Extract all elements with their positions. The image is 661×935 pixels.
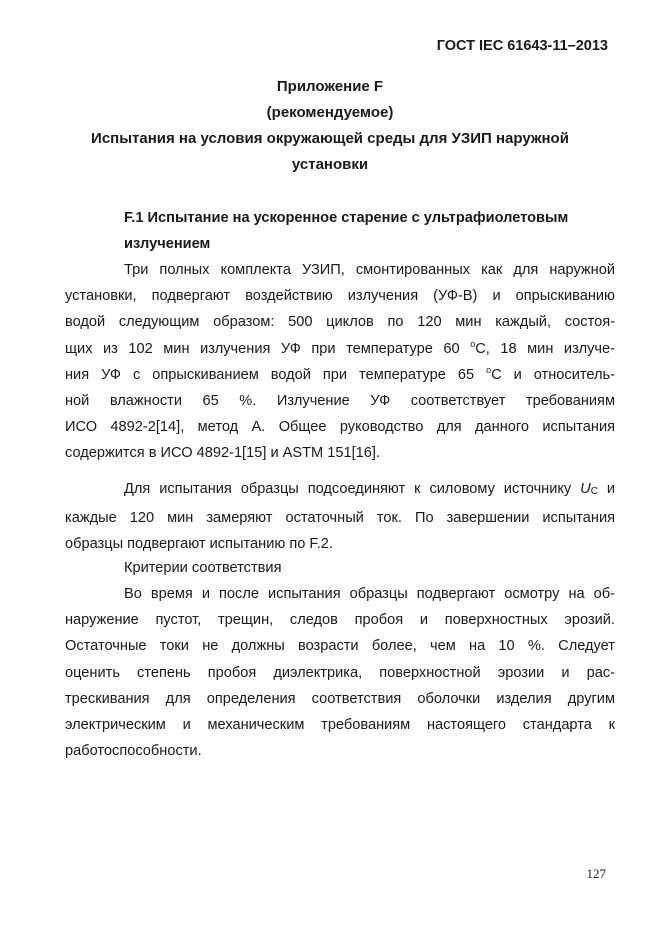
paragraph-3-line: Остаточные токи не должны возрасти более, чем на 10 %. Следует	[65, 638, 615, 655]
annex-status: (рекомендуемое)	[266, 104, 394, 121]
paragraph-1-line: ной влажности 65 %. Излучение УФ соответствует требованиям	[65, 393, 615, 410]
criteria-heading	[95, 555, 615, 581]
paragraph-1-line: водой следующим образом: 500 циклов по 120 мин каждый, состоя-	[65, 314, 615, 331]
voltage-subscript: C	[590, 486, 598, 497]
section-title-line-2: излучением	[124, 236, 211, 253]
annex-title: Приложение F	[276, 78, 384, 95]
paragraph-3-line: оценить степень пробоя диэлектрика, поверхностной эрозии и рас-	[65, 664, 615, 681]
text-run: и	[597, 481, 615, 497]
degree-mark: o	[486, 364, 492, 375]
voltage-symbol: U	[580, 481, 591, 497]
paragraph-2-line: каждые 120 мин замеряют остаточный ток. По завершении испытания	[65, 510, 615, 527]
section-title	[95, 205, 615, 257]
paragraph-2	[65, 476, 615, 558]
paragraph-1-line: ИСО 4892-2[14], метод А. Общее руководство для данного испытания	[65, 419, 615, 436]
text-run: С и относитель-	[491, 366, 615, 383]
paragraph-2-line: образцы подвергают испытанию по F.2.	[65, 536, 333, 553]
paragraph-3-line: наружение пустот, трещин, следов пробоя и поверхностных эрозий.	[65, 612, 615, 629]
text-run: С, 18 мин излуче-	[475, 340, 615, 357]
paragraph-1-line: Три полных комплекта УЗИП, смонтированных как для наружной	[124, 262, 615, 278]
document-code: ГОСТ IEC 61643-11–2013	[436, 38, 608, 54]
paragraph-1-line: установки, подвергают воздействию излучения (УФ-В) и опрыскиванию	[65, 288, 615, 305]
page-number: 127	[586, 866, 606, 881]
text-run: Для испытания образцы подсоединяют к силовому источнику	[124, 481, 581, 497]
paragraph-3-line: трескивания для определения соответствия оболочки изделия другим	[65, 690, 615, 707]
paragraph-3-line: Во время и после испытания образцы подвергают осмотру на об-	[124, 586, 615, 602]
criteria-label: Критерии соответствия	[124, 560, 282, 576]
paragraph-1-line	[65, 362, 615, 388]
paragraph-2-line	[95, 476, 615, 505]
annex-heading-line-1: Испытания на условия окружающей среды для УЗИП наружной	[91, 130, 569, 147]
paragraph-3-line: электрическим и механическим требованиям настоящего стандарта к	[65, 717, 615, 734]
paragraph-1-line: содержится в ИСО 4892-1[15] и ASTM 151[16].	[65, 445, 380, 462]
text-run: ния УФ с опрыскиванием водой при температуре 65	[65, 366, 487, 383]
annex-heading-line-2: установки	[291, 156, 369, 173]
paragraph-3-line: работоспособности.	[65, 743, 202, 760]
text-run: щих из 102 мин излучения УФ при температуре 60	[65, 340, 471, 357]
paragraph-1	[65, 257, 615, 467]
degree-mark: o	[470, 338, 476, 349]
section-title-line-1: F.1 Испытание на ускоренное старение с ультрафиолетовым	[124, 210, 569, 226]
paragraph-1-line	[65, 336, 615, 362]
paragraph-3	[65, 581, 615, 764]
